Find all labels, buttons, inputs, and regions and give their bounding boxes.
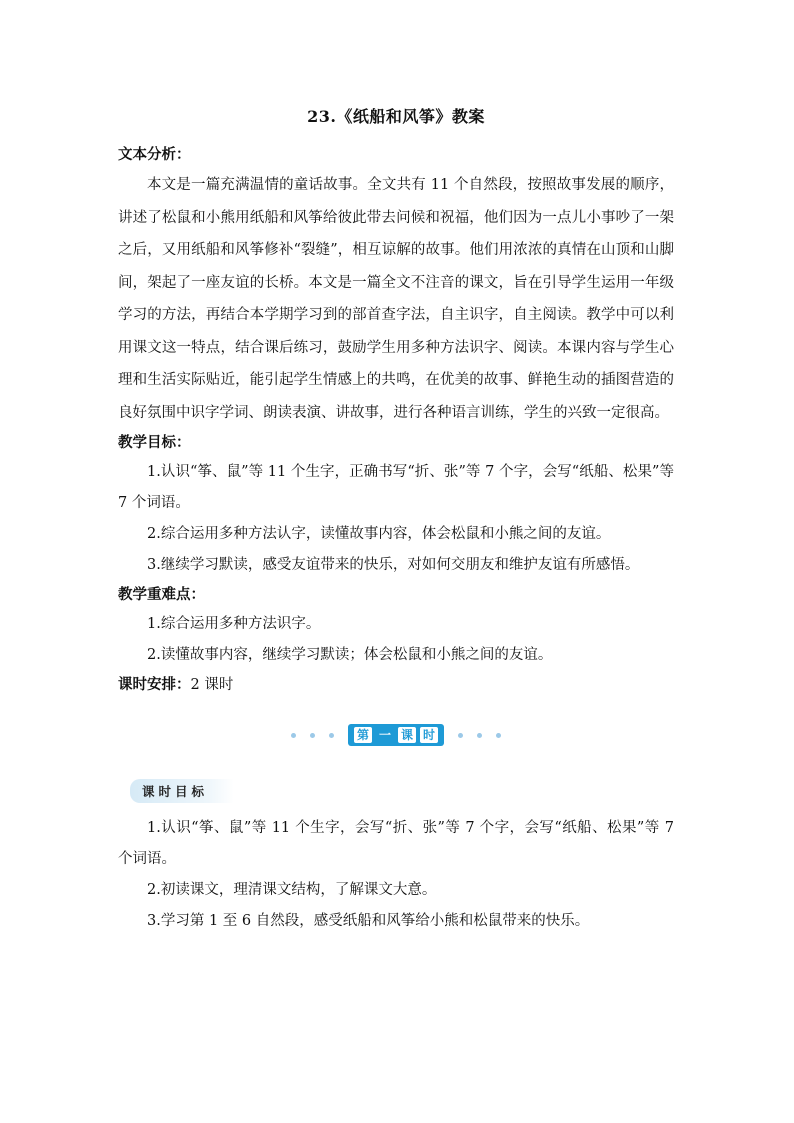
document-title: 23.《纸船和风筝》教案 bbox=[307, 107, 485, 126]
objective-item: 3.继续学习默读，感受友谊带来的快乐，对如何交朋友和维护友谊有所感悟。 bbox=[147, 557, 640, 573]
schedule-line bbox=[118, 671, 674, 699]
analysis-body: 本文是一篇充满温情的童话故事。全文共有 11 个自然段，按照故事发展的顺序，讲述了松鼠和小熊用纸船和风筝给彼此带去问候和祝福，他们因为一点儿小事吵了一架之后，又用纸船和风筝修补“裂缝”，相互谅解的故事。他们用浓浓的真情在山顶和山脚间，架起了一座友谊的长桥。本文是一篇全文不注音的课文，旨在引导学生运用一年级学习的方法，再结合本学期学习到的部首查字法，自主识字，自主阅读。教学中可以利用课文这一特点，结合课后练习，鼓励学生用多种方法识字、阅读。本课内容与学生心理和生活实际贴近，能引起学生情感上的共鸣，在优美的故事、鲜艳生动的插图营造的良好氛围中识字学词、朗读表演、讲故事，进行各种语言训练，学生的兴致一定很高。 bbox=[118, 177, 674, 421]
lesson-goal-item: 1.认识“筝、鼠”等 11 个生字，会写“折、张”等 7 个字，会写“纸船、松果”等 7 个词语。 bbox=[118, 820, 674, 867]
dot-icon bbox=[310, 733, 315, 738]
lesson-badge bbox=[348, 724, 444, 746]
lesson-goal-item: 3.学习第 1 至 6 自然段，感受纸船和风筝给小熊和松鼠带来的快乐。 bbox=[147, 913, 590, 929]
lesson-divider bbox=[118, 719, 674, 751]
dot-icon bbox=[496, 733, 501, 738]
lesson-badge-char: 时 bbox=[420, 727, 438, 743]
schedule-heading: 课时安排： bbox=[118, 677, 191, 693]
key-point-item: 2.读懂故事内容，继续学习默读；体会松鼠和小熊之间的友谊。 bbox=[147, 647, 553, 663]
schedule-value: 2 课时 bbox=[190, 677, 234, 693]
analysis-heading: 文本分析： bbox=[118, 147, 191, 163]
objective-item: 2.综合运用多种方法认字，读懂故事内容，体会松鼠和小熊之间的友谊。 bbox=[147, 526, 611, 542]
lesson-badge-char: 一 bbox=[378, 728, 391, 742]
dot-icon bbox=[291, 733, 296, 738]
objectives-heading: 教学目标： bbox=[118, 435, 191, 451]
lesson-goals-tag: 课时目标 bbox=[130, 779, 234, 803]
lesson-goal-item: 2.初读课文，理清课文结构，了解课文大意。 bbox=[147, 882, 437, 898]
lesson-badge-char: 课 bbox=[398, 727, 416, 743]
divider-dots-left bbox=[291, 733, 334, 738]
objective-item: 1.认识“筝、鼠”等 11 个生字，正确书写“折、张”等 7 个字，会写“纸船、松果”等 7 个词语。 bbox=[118, 464, 674, 511]
dot-icon bbox=[458, 733, 463, 738]
dot-icon bbox=[329, 733, 334, 738]
key-points-heading: 教学重难点： bbox=[118, 587, 205, 603]
key-point-item: 1.综合运用多种方法识字。 bbox=[147, 616, 321, 632]
dot-icon bbox=[477, 733, 482, 738]
lesson-badge-char: 第 bbox=[354, 727, 372, 743]
divider-dots-right bbox=[458, 733, 501, 738]
